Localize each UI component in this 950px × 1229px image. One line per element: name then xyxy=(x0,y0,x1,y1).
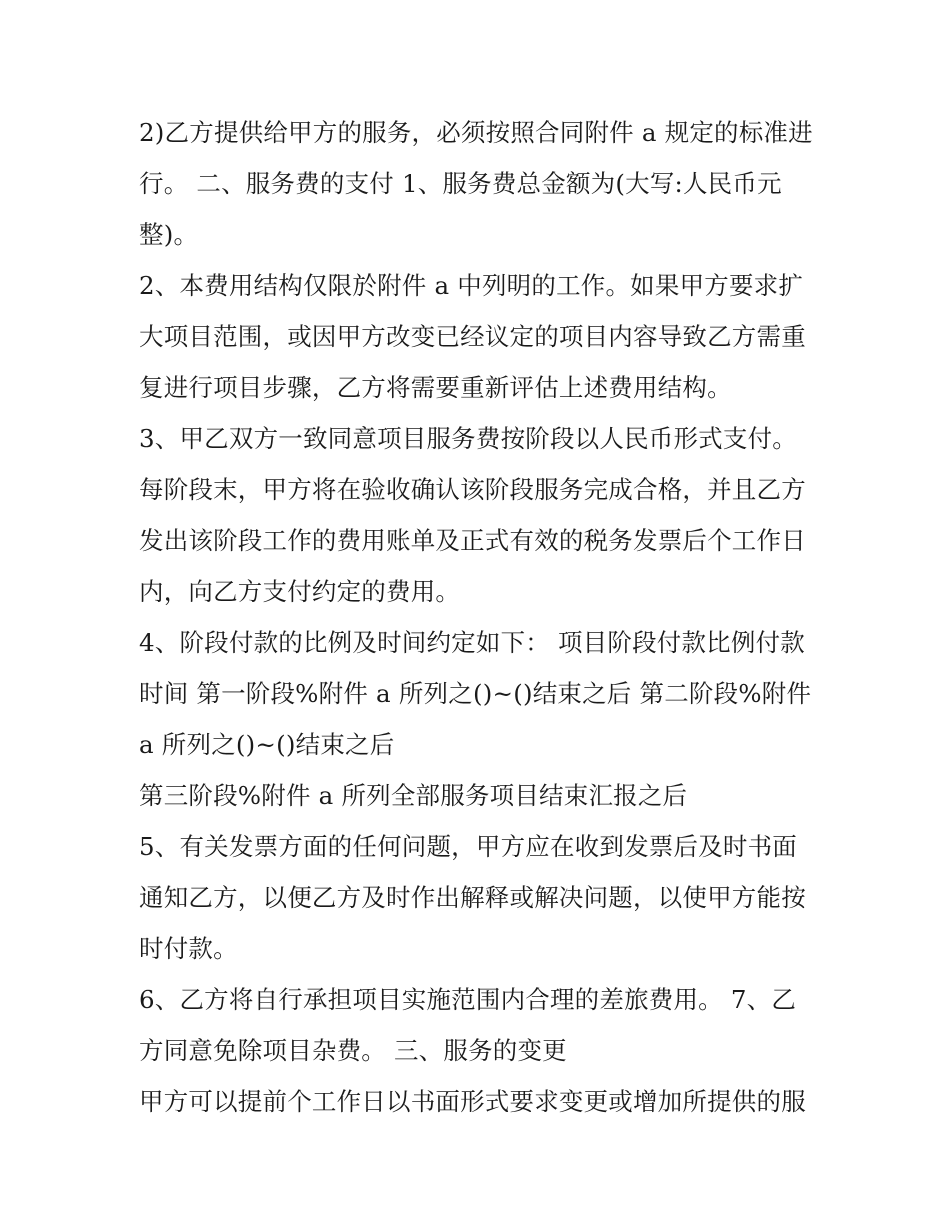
paragraph-service-standard: 2)乙方提供给甲方的服务，必须按照合同附件 a 规定的标准进行。 二、服务费的支付 1、服务费总金额为(大写:人民币元整)。 xyxy=(139,118,813,249)
paragraph-fee-scope: 2、本费用结构仅限於附件 a 中列明的工作。如果甲方要求扩大项目范围，或因甲方改变已经议定的项目内容导致乙方需重复进行项目步骤，乙方将需要重新评估上述费用结构。 xyxy=(139,271,806,402)
paragraph-payment-schedule: 4、阶段付款的比例及时间约定如下： 项目阶段付款比例付款时间 第一阶段%附件 a 所列之()~()结束之后 第二阶段%附件 a 所列之()~()结束之后 xyxy=(139,628,812,759)
paragraph-invoice-issues: 5、有关发票方面的任何问题，甲方应在收到发票后及时书面通知乙方，以便乙方及时作出解释或解决问题，以使甲方能按时付款。 xyxy=(139,832,806,963)
paragraph-travel-expenses: 6、乙方将自行承担项目实施范围内合理的差旅费用。 7、乙方同意免除项目杂费。 三、服务的变更 xyxy=(139,985,797,1065)
document-body xyxy=(139,107,819,1127)
paragraph-payment-stages: 3、甲乙双方一致同意项目服务费按阶段以人民币形式支付。每阶段末，甲方将在验收确认该阶段服务完成合格，并且乙方发出该阶段工作的费用账单及正式有效的税务发票后个工作日内，向乙方支付约定的费用。 xyxy=(139,424,806,606)
paragraph-service-changes: 甲方可以提前个工作日以书面形式要求变更或增加所提供的服 xyxy=(139,1087,806,1116)
paragraph-third-stage: 第三阶段%附件 a 所列全部服务项目结束汇报之后 xyxy=(139,781,688,810)
